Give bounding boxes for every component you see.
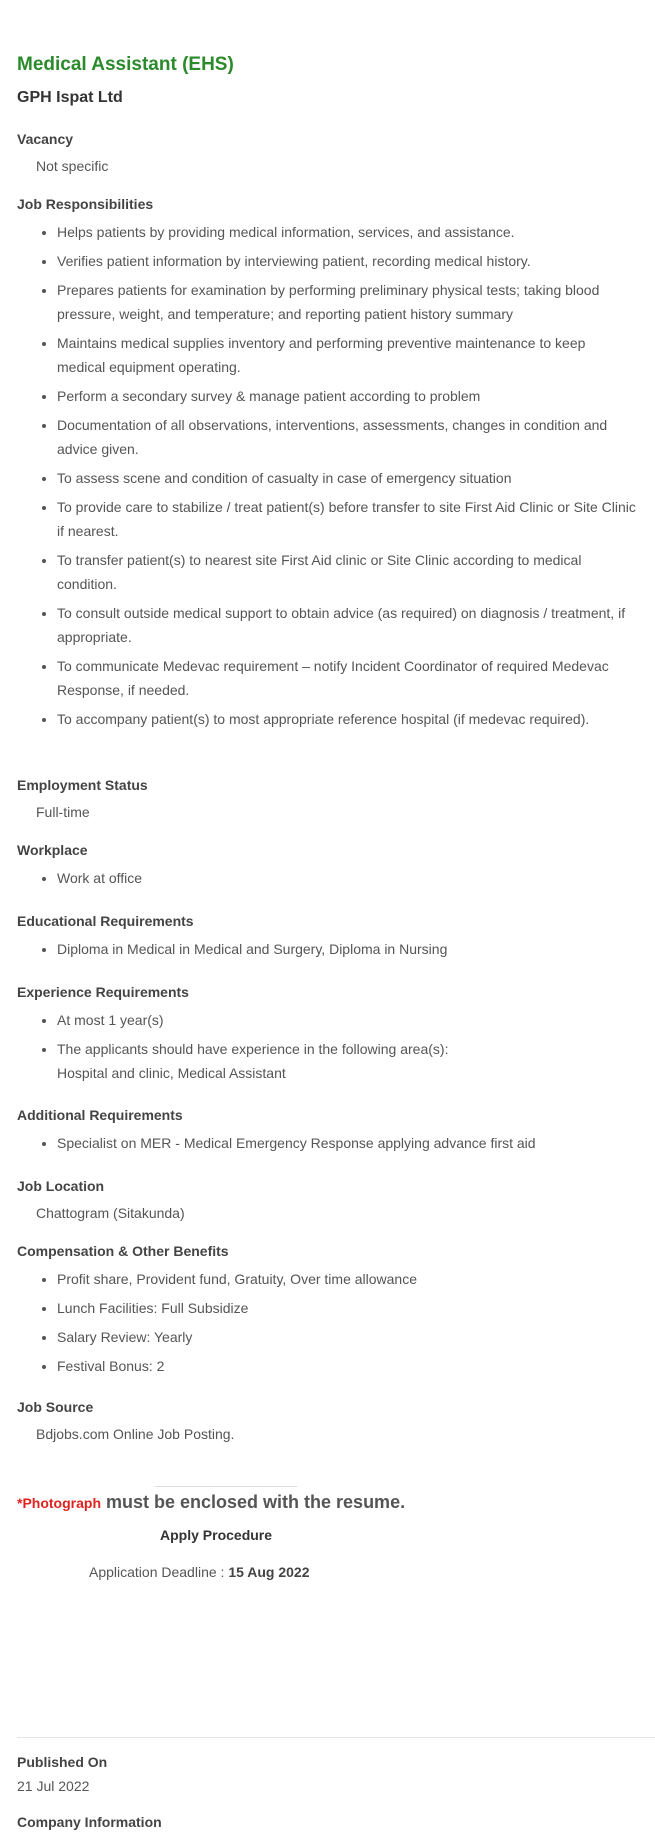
photograph-required-label: *Photograph (17, 1495, 101, 1511)
list-item (57, 1037, 637, 1085)
compensation-section (17, 1242, 637, 1383)
responsibilities-list (17, 220, 637, 731)
experience-area-values: Hospital and clinic, Medical Assistant (57, 1065, 286, 1081)
additional-requirements-section (17, 1106, 637, 1160)
list-item: • To transfer patient(s) to nearest site First Aid clinic or Site Clinic according to medical condition. (57, 548, 637, 596)
education-section (17, 912, 637, 966)
list-item: • Maintains medical supplies inventory and performing preventive maintenance to keep medical equipment operating. (57, 331, 637, 379)
responsibilities-section (17, 195, 637, 736)
section-heading: Experience Requirements (17, 984, 189, 1000)
published-on-value: 21 Jul 2022 (17, 1778, 90, 1794)
divider (155, 1486, 297, 1487)
list-item: • At most 1 year(s) (57, 1008, 637, 1032)
list-item: • Lunch Facilities: Full Subsidize (57, 1296, 637, 1320)
section-heading: Additional Requirements (17, 1107, 183, 1123)
job-source-value: Bdjobs.com Online Job Posting. (36, 1426, 235, 1442)
list-item: • Prepares patients for examination by performing preliminary physical tests; taking blood pressure, weight, and temperature; and reporting patient history summary (57, 278, 637, 326)
education-list (17, 937, 637, 961)
company-name: GPH Ispat Ltd (17, 89, 123, 106)
published-on-heading: Published On (17, 1754, 108, 1770)
list-item: • To consult outside medical support to obtain advice (as required) on diagnosis / treatment, if appropriate. (57, 601, 637, 649)
job-title: Medical Assistant (EHS) (17, 54, 234, 75)
compensation-list (17, 1267, 637, 1378)
vacancy-value: Not specific (36, 158, 109, 174)
section-heading: Workplace (17, 842, 88, 858)
list-item: • Verifies patient information by interviewing patient, recording medical history. (57, 249, 637, 273)
list-item: • To communicate Medevac requirement – notify Incident Coordinator of required Medevac Response, if needed. (57, 654, 637, 702)
section-heading: Job Responsibilities (17, 196, 154, 212)
list-item: • Work at office (57, 866, 637, 890)
list-item: • Profit share, Provident fund, Gratuity, Over time allowance (57, 1267, 637, 1291)
company-information-heading: Company Information (17, 1814, 162, 1830)
list-item: • Documentation of all observations, interventions, assessments, changes in condition and advice given. (57, 413, 637, 461)
photograph-note (17, 1492, 405, 1513)
employment-status-value: Full-time (36, 804, 90, 820)
vacancy-section (17, 130, 637, 175)
section-heading: Compensation & Other Benefits (17, 1243, 229, 1259)
section-heading: Educational Requirements (17, 913, 194, 929)
workplace-list (17, 866, 637, 890)
list-item: • To assess scene and condition of casualty in case of emergency situation (57, 466, 637, 490)
list-item: • Specialist on MER - Medical Emergency Response applying advance first aid (57, 1131, 637, 1155)
deadline-value: 15 Aug 2022 (228, 1564, 310, 1580)
divider (17, 1737, 655, 1738)
job-source-section (17, 1398, 637, 1443)
section-heading: Job Location (17, 1178, 105, 1194)
job-location-section (17, 1177, 637, 1222)
list-item: • Diploma in Medical in Medical and Surgery, Diploma in Nursing (57, 937, 637, 961)
photograph-note-text: must be enclosed with the resume. (101, 1492, 406, 1512)
additional-requirements-list (17, 1131, 637, 1155)
list-item: • To provide care to stabilize / treat patient(s) before transfer to site First Aid Clinic or Site Clinic if nearest. (57, 495, 637, 543)
list-item: • Perform a secondary survey & manage patient according to problem (57, 384, 637, 408)
list-item: • Salary Review: Yearly (57, 1325, 637, 1349)
list-item: • Helps patients by providing medical information, services, and assistance. (57, 220, 637, 244)
section-heading: Job Source (17, 1399, 94, 1415)
workplace-section (17, 841, 637, 895)
application-deadline (89, 1564, 310, 1580)
section-heading: Vacancy (17, 131, 74, 147)
list-item: • To accompany patient(s) to most appropriate reference hospital (if medevac required). (57, 707, 637, 731)
experience-area-intro: • The applicants should have experience in the following area(s): (57, 1041, 449, 1057)
list-item: • Festival Bonus: 2 (57, 1354, 637, 1378)
job-location-value: Chattogram (Sitakunda) (36, 1205, 185, 1221)
deadline-label: Application Deadline : (89, 1564, 229, 1580)
section-heading: Employment Status (17, 777, 148, 793)
employment-status-section (17, 776, 637, 821)
experience-list (17, 1008, 637, 1085)
apply-procedure-heading: Apply Procedure (160, 1527, 273, 1543)
experience-section (17, 983, 637, 1090)
